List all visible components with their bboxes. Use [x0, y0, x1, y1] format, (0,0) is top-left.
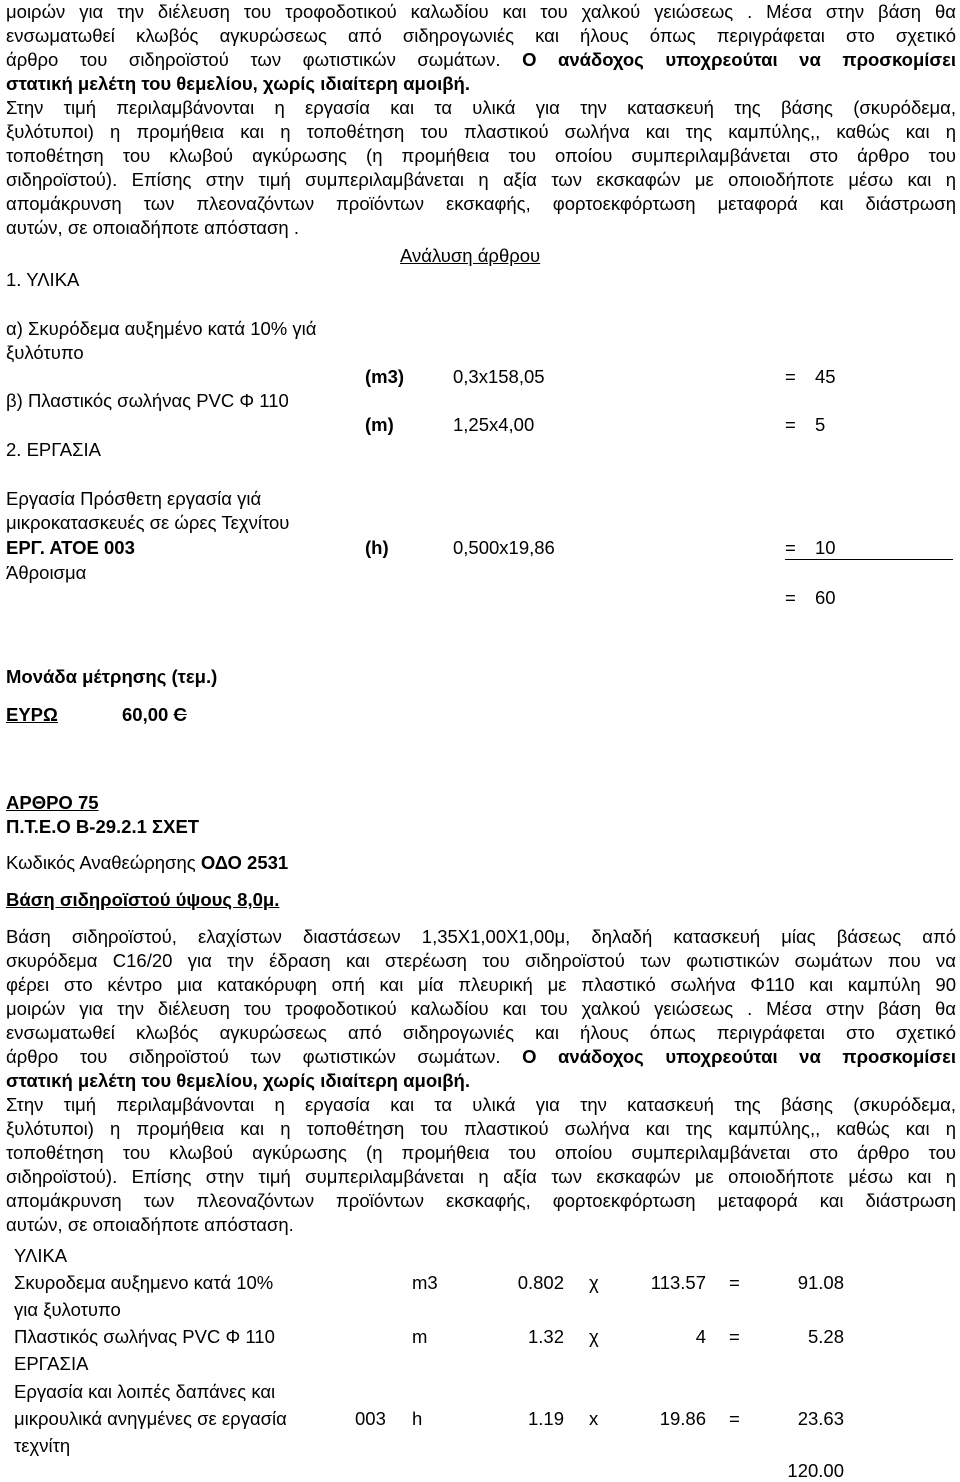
breakdown-materials-heading: ΥΛΙΚΑ [14, 1245, 68, 1266]
pipe-calc: 1,25x4,00 [453, 414, 535, 435]
breakdown-work-price: 19.86 [659, 1408, 706, 1429]
paragraph-line: σιδηροϊστού). Επίσης στην τιμή συμπεριλαμβάνεται η αξία των εκσκαφών με οποιοδήποτε μέσω και η [6, 169, 956, 190]
paragraph-line: φέρει στο κέντρο μια κατακόρυφη οπή και μία πλευρική με πλαστικό σωλήνα Φ110 και καμπύλη 90 [6, 974, 956, 995]
concrete-label: α) Σκυρόδεμα αυξημένο κατά 10% γιά [6, 318, 317, 339]
paragraph-line: στατική μελέτη του θεμελίου, χωρίς ιδιαίτερη αμοιβή. [6, 73, 470, 94]
breakdown-work-unit: h [412, 1408, 423, 1429]
work-calc: 0,500x19,86 [453, 537, 555, 558]
breakdown-concrete-price: 113.57 [650, 1272, 706, 1293]
paragraph-line: απομάκρυνση των πλεοναζόντων προϊόντων εκσκαφής, φορτοεκφόρτωση μεταφορά και διάστρωση [6, 1190, 956, 1211]
breakdown-concrete-eq: = [729, 1272, 740, 1293]
paragraph-line: Στην τιμή περιλαμβάνονται η εργασία και τα υλικά για την κατασκευή της βάσης (σκυρόδεμα, [6, 97, 956, 118]
sum-eq: = [785, 587, 796, 608]
breakdown-pipe-eq: = [729, 1326, 740, 1347]
paragraph-line: Στην τιμή περιλαμβάνονται η εργασία και τα υλικά για την κατασκευή της βάσης (σκυρόδεμα, [6, 1094, 956, 1115]
pipe-eq: = [785, 414, 796, 435]
revision-label: Κωδικός Αναθεώρησης [6, 852, 196, 873]
concrete-total: 45 [815, 366, 836, 387]
paragraph-line: απομάκρυνση των πλεοναζόντων προϊόντων εκσκαφής, φορτοεκφόρτωση μεταφορά και διάστρωση [6, 193, 956, 214]
breakdown-pipe-total: 5.28 [807, 1326, 844, 1347]
work-label: Εργασία Πρόσθετη εργασία γιά [6, 488, 262, 509]
revision-line [6, 852, 288, 874]
paragraph-line: τοποθέτηση του κλωβού αγκύρωσης (η προμήθεια του οποίου συμπεριλαμβάνεται στο άρθρο του [6, 1142, 956, 1163]
sum-label: Άθροισμα [6, 562, 87, 583]
pipe-total: 5 [815, 414, 826, 435]
paragraph-line: μοιρών για την διέλευση του τροφοδοτικού καλωδίου και του χαλκού γειώσεως . Μέσα στην βάση θα [6, 998, 956, 1019]
paragraph-text: άρθρο του σιδηροϊστού των φωτιστικών σωμάτων. [6, 1046, 501, 1067]
paragraph-line: σιδηροϊστού). Επίσης στην τιμή συμπεριλαμβάνεται η αξία των εκσκαφών με οποιοδήποτε μέσω και η [6, 1166, 956, 1187]
concrete-label-cont: ξυλότυπο [6, 342, 84, 363]
breakdown-work-times: x [589, 1408, 599, 1429]
revision-code: ΟΔΟ 2531 [200, 852, 289, 873]
pipe-unit: (m) [365, 414, 394, 435]
breakdown-concrete-times: χ [589, 1272, 599, 1293]
article-title: ΑΡΘΡΟ 75 [6, 792, 99, 813]
breakdown-concrete-total: 91.08 [797, 1272, 844, 1293]
breakdown-work-qty: 1.19 [527, 1408, 564, 1429]
sum-total: 60 [815, 587, 836, 608]
breakdown-pipe-times: χ [589, 1326, 599, 1347]
paragraph-line: στατική μελέτη του θεμελίου, χωρίς ιδιαίτερη αμοιβή. [6, 1070, 470, 1091]
work-eq: = [785, 537, 796, 558]
breakdown-pipe-unit: m [412, 1326, 428, 1347]
paragraph-line: τοποθέτηση του κλωβού αγκύρωσης (η προμήθεια του οποίου συμπεριλαμβάνεται στο άρθρο του [6, 145, 956, 166]
paragraph-line [6, 1045, 956, 1069]
work-label-cont: μικροκατασκευές σε ώρες Τεχνίτου [6, 512, 290, 533]
breakdown-concrete-label-cont: για ξυλοτυπο [14, 1299, 121, 1320]
breakdown-work-label-cont2: τεχνίτη [14, 1435, 71, 1456]
breakdown-work-code: 003 [355, 1408, 386, 1429]
paragraph-line: ενσωματωθεί κλωβός αγκυρώσεως από σιδηρογωνιές και ήλους όπως περιγράφεται στο σχετικό [6, 1022, 956, 1043]
concrete-calc: 0,3x158,05 [453, 366, 545, 387]
unit-price [122, 704, 187, 726]
paragraph-line: Βάση σιδηροϊστού, ελαχίστων διαστάσεων 1,35Χ1,00Χ1,00μ, δηλαδή κατασκευή μίας βάσεως από [6, 926, 956, 947]
analysis-heading: Ανάλυση άρθρου [400, 245, 541, 266]
breakdown-work-total: 23.63 [797, 1408, 844, 1429]
contractor-obligation-text: Ο ανάδοχος υποχρεούται να προσκομίσει [522, 1046, 957, 1067]
sum-underline [785, 559, 953, 560]
breakdown-work-eq: = [729, 1408, 740, 1429]
breakdown-concrete-unit: m3 [412, 1272, 438, 1293]
paragraph-line: μοιρών για την διέλευση του τροφοδοτικού καλωδίου και του χαλκού γειώσεως . Μέσα στην βάση θα [6, 1, 956, 22]
breakdown-work-heading: ΕΡΓΑΣΙΑ [14, 1353, 89, 1374]
concrete-unit: (m3) [365, 366, 405, 387]
work-total: 10 [815, 537, 836, 558]
breakdown-concrete-qty: 0.802 [517, 1272, 564, 1293]
paragraph-line: αυτών, σε οποιαδήποτε απόσταση. [6, 1214, 294, 1235]
euro-sign-icon: C [173, 704, 187, 725]
paragraph-line: σκυρόδεμα C16/20 για την έδραση και στερέωση του σιδηροϊστού των φωτιστικών σωμάτων που να [6, 950, 956, 971]
work-unit: (h) [365, 537, 389, 558]
work-code: ΕΡΓ. ΑΤΟΕ 003 [6, 537, 135, 558]
contractor-obligation-text: Ο ανάδοχος υποχρεούται να προσκομίσει [522, 49, 957, 70]
breakdown-work-label-cont: μικρουλικά ανηγμένες σε εργασία [14, 1408, 287, 1429]
currency-label: ΕΥΡΩ [6, 704, 58, 725]
unit-price-value: 60,00 [122, 704, 169, 725]
pipe-label: β) Πλαστικός σωλήνας PVC Φ 110 [6, 390, 289, 411]
breakdown-work-label: Εργασία και λοιπές δαπάνες και [14, 1381, 276, 1402]
paragraph-line [6, 48, 956, 72]
concrete-eq: = [785, 366, 796, 387]
breakdown-grand-total: 120.00 [787, 1460, 844, 1481]
breakdown-pipe-qty: 1.32 [527, 1326, 564, 1347]
paragraph-line: ξυλότυποι) η προμήθεια και η τοποθέτηση του πλαστικού σωλήνα και της καμπύλης,, καθώς και η [6, 121, 956, 142]
breakdown-concrete-label: Σκυροδεμα αυξημενο κατά 10% [14, 1272, 274, 1293]
paragraph-line: ενσωματωθεί κλωβός αγκυρώσεως από σιδηρογωνιές και ήλους όπως περιγράφεται στο σχετικό [6, 25, 956, 46]
article-subject: Βάση σιδηροϊστού ύψους 8,0μ. [6, 889, 280, 910]
paragraph-text: άρθρο του σιδηροϊστού των φωτιστικών σωμάτων. [6, 49, 501, 70]
breakdown-pipe-price: 4 [695, 1326, 706, 1347]
article-code: Π.Τ.Ε.Ο Β-29.2.1 ΣΧΕΤ [6, 816, 200, 837]
paragraph-line: ξυλότυποι) η προμήθεια και η τοποθέτηση του πλαστικού σωλήνα και της καμπύλης,, καθώς και η [6, 1118, 956, 1139]
paragraph-line: αυτών, σε οποιαδήποτε απόσταση . [6, 217, 299, 238]
work-heading: 2. ΕΡΓΑΣΙΑ [6, 439, 101, 460]
materials-heading: 1. ΥΛΙΚΑ [6, 269, 80, 290]
unit-label: Μονάδα μέτρησης (τεμ.) [6, 666, 218, 687]
breakdown-pipe-label: Πλαστικός σωλήνας PVC Φ 110 [14, 1326, 275, 1347]
